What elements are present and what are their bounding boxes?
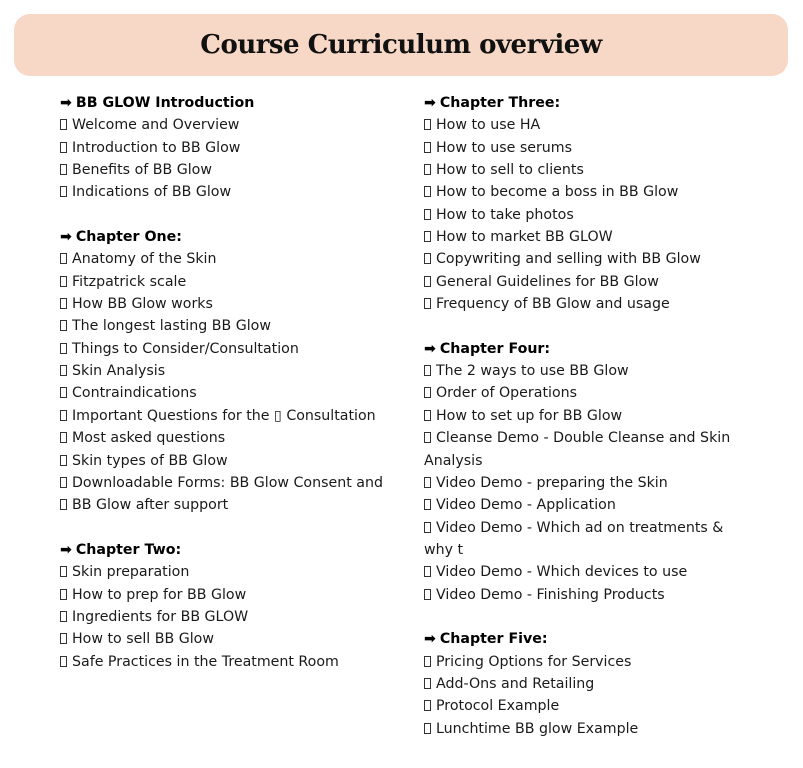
lesson-item-label: Things to Consider/Consultation <box>72 340 299 357</box>
lesson-item-label: General Guidelines for BB Glow <box>436 273 659 290</box>
missing-glyph-box-icon <box>60 253 67 264</box>
missing-glyph-box-icon <box>60 142 67 153</box>
lesson-item <box>60 651 400 673</box>
lesson-item <box>424 159 754 181</box>
missing-glyph-box-icon <box>424 566 431 577</box>
lesson-item <box>60 606 400 628</box>
lesson-item <box>424 472 754 494</box>
missing-glyph-box-icon <box>424 700 431 711</box>
lesson-item <box>60 315 400 337</box>
missing-glyph-box-icon <box>424 119 431 130</box>
missing-glyph-box-icon <box>60 611 67 622</box>
lesson-item-label: How to market BB GLOW <box>436 229 613 246</box>
lesson-item-label: Order of Operations <box>436 385 578 402</box>
lesson-item-label: Benefits of BB Glow <box>72 162 212 179</box>
lesson-item-label: Skin preparation <box>72 564 190 581</box>
lesson-item-label: Lunchtime BB glow Example <box>436 720 639 737</box>
lesson-item <box>424 584 754 606</box>
lesson-item <box>424 137 754 159</box>
lesson-item <box>60 293 400 315</box>
lesson-item <box>424 673 754 695</box>
lesson-item-label: Skin Analysis <box>72 363 166 380</box>
lesson-item <box>424 427 754 472</box>
missing-glyph-box-icon <box>60 298 67 309</box>
missing-glyph-box-icon <box>424 410 431 421</box>
lesson-item-label: Introduction to BB Glow <box>72 139 241 156</box>
lesson-item <box>424 494 754 516</box>
missing-glyph-box-icon <box>424 723 431 734</box>
missing-glyph-box-icon <box>60 477 67 488</box>
lesson-item <box>60 137 400 159</box>
right-arrow-icon: ➡ <box>424 95 436 111</box>
missing-glyph-box-icon <box>424 231 431 242</box>
lesson-item-label: Fitzpatrick scale <box>72 273 187 290</box>
lesson-item-label: The 2 ways to use BB Glow <box>436 363 629 380</box>
lesson-item <box>424 293 754 315</box>
lesson-item <box>424 360 754 382</box>
lesson-item-label: Skin types of BB Glow <box>72 452 228 469</box>
missing-glyph-box-icon <box>424 142 431 153</box>
missing-glyph-box-icon <box>60 499 67 510</box>
lesson-item <box>60 181 400 203</box>
lesson-item-label: Video Demo - preparing the Skin <box>436 474 668 491</box>
missing-glyph-box-icon <box>60 119 67 130</box>
missing-glyph-box-icon <box>424 209 431 220</box>
missing-glyph-box-icon <box>60 633 67 644</box>
lesson-item <box>60 472 400 494</box>
missing-glyph-box-icon <box>424 365 431 376</box>
missing-glyph-box-icon <box>424 522 431 533</box>
chapter-heading-label: Chapter Two: <box>75 541 182 558</box>
lesson-item-label: Protocol Example <box>436 698 560 715</box>
lesson-item-label: Anatomy of the Skin <box>72 251 217 268</box>
lesson-item <box>60 450 400 472</box>
lesson-item-label: Welcome and Overview <box>72 117 240 134</box>
lesson-item <box>424 718 754 740</box>
lesson-item <box>60 427 400 449</box>
missing-glyph-box-icon <box>60 455 67 466</box>
lesson-item-label: Ingredients for BB GLOW <box>72 608 249 625</box>
chapter-heading <box>60 539 400 561</box>
lesson-item <box>424 248 754 270</box>
missing-glyph-box-icon <box>424 656 431 667</box>
lesson-item <box>60 114 400 136</box>
lesson-item <box>424 405 754 427</box>
lesson-item <box>424 271 754 293</box>
lesson-item-label: Indications of BB Glow <box>72 184 232 201</box>
lesson-item-label: How to sell BB Glow <box>72 631 214 648</box>
missing-glyph-box-icon <box>60 343 67 354</box>
title-banner <box>14 14 788 76</box>
chapter-heading-label: Chapter Three: <box>439 95 561 111</box>
lesson-item-label: The longest lasting BB Glow <box>72 318 271 335</box>
lesson-item <box>60 159 400 181</box>
lesson-item-label: How BB Glow works <box>72 296 213 313</box>
chapter-heading <box>424 338 754 360</box>
missing-glyph-box-icon <box>424 164 431 175</box>
chapter-section <box>424 92 754 315</box>
chapter-heading <box>424 628 754 650</box>
lesson-item <box>60 628 400 650</box>
lesson-item <box>424 517 754 562</box>
lesson-item <box>424 382 754 404</box>
chapter-heading <box>60 226 400 248</box>
lesson-item-label: How to prep for BB Glow <box>72 586 247 603</box>
lesson-item-label: How to sell to clients <box>436 162 584 179</box>
lesson-item-label: How to use HA <box>436 117 541 134</box>
lesson-item-label: Frequency of BB Glow and usage <box>436 296 670 313</box>
missing-glyph-box-icon <box>60 387 67 398</box>
lesson-item <box>424 651 754 673</box>
chapter-section <box>60 226 400 516</box>
lesson-item <box>424 561 754 583</box>
lesson-item-label: Safe Practices in the Treatment Room <box>72 653 339 670</box>
lesson-item <box>60 561 400 583</box>
missing-glyph-box-icon <box>424 589 431 600</box>
lesson-item-label: Copywriting and selling with BB Glow <box>436 251 701 268</box>
missing-glyph-box-icon <box>60 432 67 443</box>
lesson-item <box>60 382 400 404</box>
lesson-item-label: Video Demo - Finishing Products <box>436 586 665 603</box>
lesson-item-label: Important Questions for the ▯ Consultation <box>72 407 376 424</box>
missing-glyph-box-icon <box>424 253 431 264</box>
missing-glyph-box-icon <box>424 298 431 309</box>
missing-glyph-box-icon <box>60 410 67 421</box>
chapter-section <box>60 92 400 204</box>
missing-glyph-box-icon <box>60 164 67 175</box>
lesson-item <box>424 204 754 226</box>
right-arrow-icon: ➡ <box>60 541 72 558</box>
lesson-item-label: How to take photos <box>436 206 574 223</box>
missing-glyph-box-icon <box>424 432 431 443</box>
lesson-item-label: Cleanse Demo - Double Cleanse and Skin Analysis <box>424 430 731 469</box>
lesson-item <box>60 271 400 293</box>
missing-glyph-box-icon <box>424 477 431 488</box>
missing-glyph-box-icon <box>60 365 67 376</box>
chapter-heading <box>60 92 400 114</box>
lesson-item <box>60 360 400 382</box>
lesson-item-label: How to use serums <box>436 139 572 156</box>
lesson-item <box>424 226 754 248</box>
lesson-item-label: Most asked questions <box>72 430 226 447</box>
chapter-section <box>424 628 754 740</box>
chapter-section <box>424 338 754 606</box>
missing-glyph-box-icon <box>60 186 67 197</box>
chapter-heading <box>424 92 754 114</box>
curriculum-column-left <box>60 92 400 673</box>
lesson-item-label: How to become a boss in BB Glow <box>436 184 679 201</box>
page-title: Course Curriculum overview <box>200 30 602 60</box>
missing-glyph-box-icon <box>60 276 67 287</box>
right-arrow-icon: ➡ <box>60 95 72 111</box>
missing-glyph-box-icon <box>424 678 431 689</box>
lesson-item <box>424 114 754 136</box>
right-arrow-icon: ➡ <box>424 631 436 648</box>
missing-glyph-box-icon <box>424 186 431 197</box>
chapter-section <box>60 539 400 673</box>
missing-glyph-box-icon <box>424 276 431 287</box>
missing-glyph-box-icon <box>60 320 67 331</box>
lesson-item <box>60 248 400 270</box>
missing-glyph-box-icon <box>424 387 431 398</box>
chapter-heading-label: Chapter One: <box>75 229 182 246</box>
missing-glyph-box-icon <box>60 589 67 600</box>
lesson-item-label: Video Demo - Which devices to use <box>436 564 688 581</box>
lesson-item-label: How to set up for BB Glow <box>436 407 623 424</box>
lesson-item-label: Pricing Options for Services <box>436 653 632 670</box>
right-arrow-icon: ➡ <box>424 340 436 357</box>
chapter-heading-label: Chapter Five: <box>439 631 548 648</box>
lesson-item <box>60 405 400 427</box>
lesson-item-label: BB Glow after support <box>72 497 229 514</box>
curriculum-column-right <box>424 92 754 740</box>
lesson-item <box>424 695 754 717</box>
lesson-item <box>424 181 754 203</box>
missing-glyph-box-icon <box>60 656 67 667</box>
chapter-heading-label: BB GLOW Introduction <box>75 95 255 111</box>
lesson-item-label: Video Demo - Which ad on treatments & why t <box>424 519 724 558</box>
missing-glyph-box-icon <box>60 566 67 577</box>
lesson-item-label: Contraindications <box>72 385 197 402</box>
lesson-item <box>60 584 400 606</box>
lesson-item-label: Downloadable Forms: BB Glow Consent and <box>72 474 383 491</box>
missing-glyph-box-icon <box>424 499 431 510</box>
lesson-item-label: Add-Ons and Retailing <box>436 675 595 692</box>
right-arrow-icon: ➡ <box>60 229 72 246</box>
lesson-item <box>60 338 400 360</box>
lesson-item <box>60 494 400 516</box>
lesson-item-label: Video Demo - Application <box>436 497 616 514</box>
chapter-heading-label: Chapter Four: <box>439 340 551 357</box>
